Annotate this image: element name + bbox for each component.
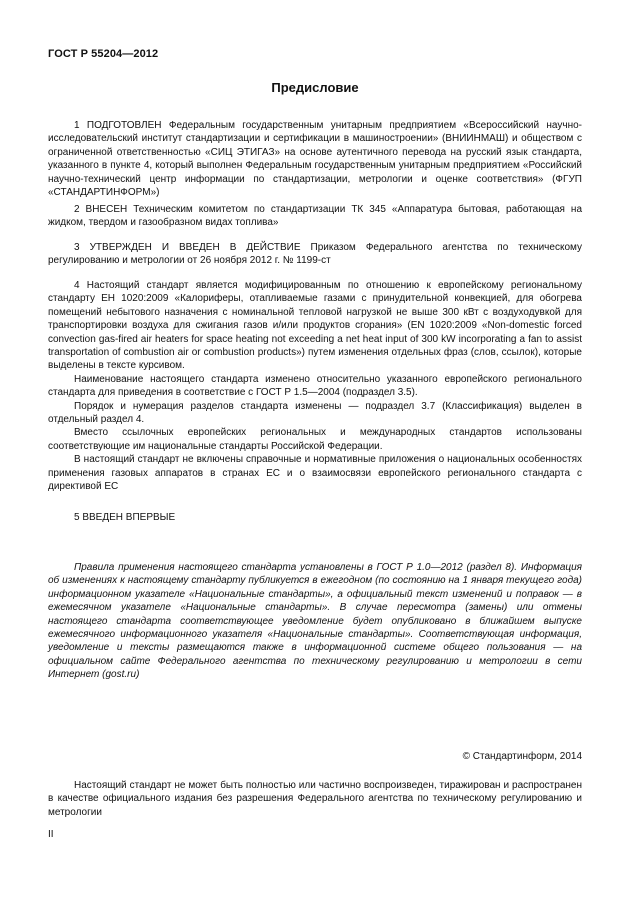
paragraph-5 xyxy=(48,511,582,524)
introduced-text: 5 ВВЕДЕН ВПЕРВЫЕ xyxy=(74,512,176,523)
section-order-text: Порядок и нумерация разделов стандарта изменены — подраздел 3.7 (Классификация) выделен в отдельный раздел 4. xyxy=(48,400,582,426)
paragraph-2 xyxy=(48,203,582,230)
page-number: II xyxy=(48,829,54,840)
document-header: ГОСТ Р 55204—2012 xyxy=(48,48,159,60)
paragraph-3 xyxy=(48,241,582,268)
submitted-by-text: 2 ВНЕСЕН Техническим комитетом по стандартизации ТК 345 «Аппаратура бытовая, работающая на жидком, твердом и газообразном видах топлива» xyxy=(48,204,582,229)
prepared-by-text: 1 ПОДГОТОВЛЕН Федеральным государственным унитарным предприятием «Всероссийский научно-исследовательский институт стандартизации и сертификации в машиностроении» (ВНИИНМАШ) и обществом с ограниченной ответственностью «СИЦ ЭТИГАЗ» на основе аутентичного перевода на русский язык стандарта, указанного в пункте 4, который выполнен Федеральным государственным унитарным предприятием «Российский научно-технический центр информации по стандартизации, метрологии и оценке соответствия» (ФГУП «СТАНДАРТИНФОРМ») xyxy=(48,120,582,199)
modification-text: 4 Настоящий стандарт является модифицированным по отношению к европейскому региональному стандарту ЕН 1020:2009 «Калориферы, отапливаемые газами с принудительной конвекцией, для обогрева помещений небытового назначения с номинальной тепловой нагрузкой не выше 300 кВт с воздуходувкой для транспортировки воздуха для сжигания газов и/или продуктов сгорания» (EN 1020:2009 «Non-domestic forced convection gas-fired air heaters for space heating not exceeding a net heat input of 300 kW incorporating a fan to assist transportation of combustion air or combustion products») путем изменения отдельных фраз (слов, ссылок), которые выделены в тексте курсивом. xyxy=(48,280,582,372)
notice-block xyxy=(48,561,582,682)
reproduction-block xyxy=(48,779,582,819)
annexes-text: В настоящий стандарт не включены справочные и нормативные приложения о национальных особенностях применения газовых аппаратов в странах ЕС и о взаимосвязи европейского регионального стандарта с директивой ЕС xyxy=(48,454,582,493)
title-change-text: Наименование настоящего стандарта изменено относительно указанного европейского регионального стандарта для приведения в соответствие с ГОСТ Р 1.5—2004 (подраздел 3.5). xyxy=(48,373,582,399)
approved-by-text: 3 УТВЕРЖДЕН И ВВЕДЕН В ДЕЙСТВИЕ Приказом Федерального агентства по техническому регулированию и метрологии от 26 ноября 2012 г. № 1199-ст xyxy=(48,242,582,267)
notice-text: Правила применения настоящего стандарта установлены в ГОСТ Р 1.0—2012 (раздел 8). Информация об изменениях к настоящему стандарту публикуется в ежегодном (по состоянию на 1 января текущего года) информационном указателе «Национальные стандарты», а официальный текст изменений и поправок — в ежемесячном указателе «Национальные стандарты». В случае пересмотра (замены) или отмены настоящего стандарта соответствующее уведомление будет опубликовано в ближайшем выпуске ежемесячного информационного указателя «Национальные стандарты». Соответствующая информация, уведомление и тексты размещаются также в информационной системе общего пользования — на официальном сайте Федерального агентства по техническому регулированию и метрологии в сети Интернет (gost.ru) xyxy=(48,562,582,681)
paragraph-4 xyxy=(48,279,582,494)
page-title: Предисловие xyxy=(271,80,359,95)
paragraph-1 xyxy=(48,119,582,199)
copyright-line: © Стандартинформ, 2014 xyxy=(462,751,582,762)
references-text: Вместо ссылочных европейских региональных и международных стандартов использованы соответствующие им национальные стандарты Российской Федерации. xyxy=(48,427,582,452)
reproduction-text: Настоящий стандарт не может быть полностью или частично воспроизведен, тиражирован и распространен в качестве официального издания без разрешения Федерального агентства по техническому регулированию и метрологии xyxy=(48,780,582,818)
